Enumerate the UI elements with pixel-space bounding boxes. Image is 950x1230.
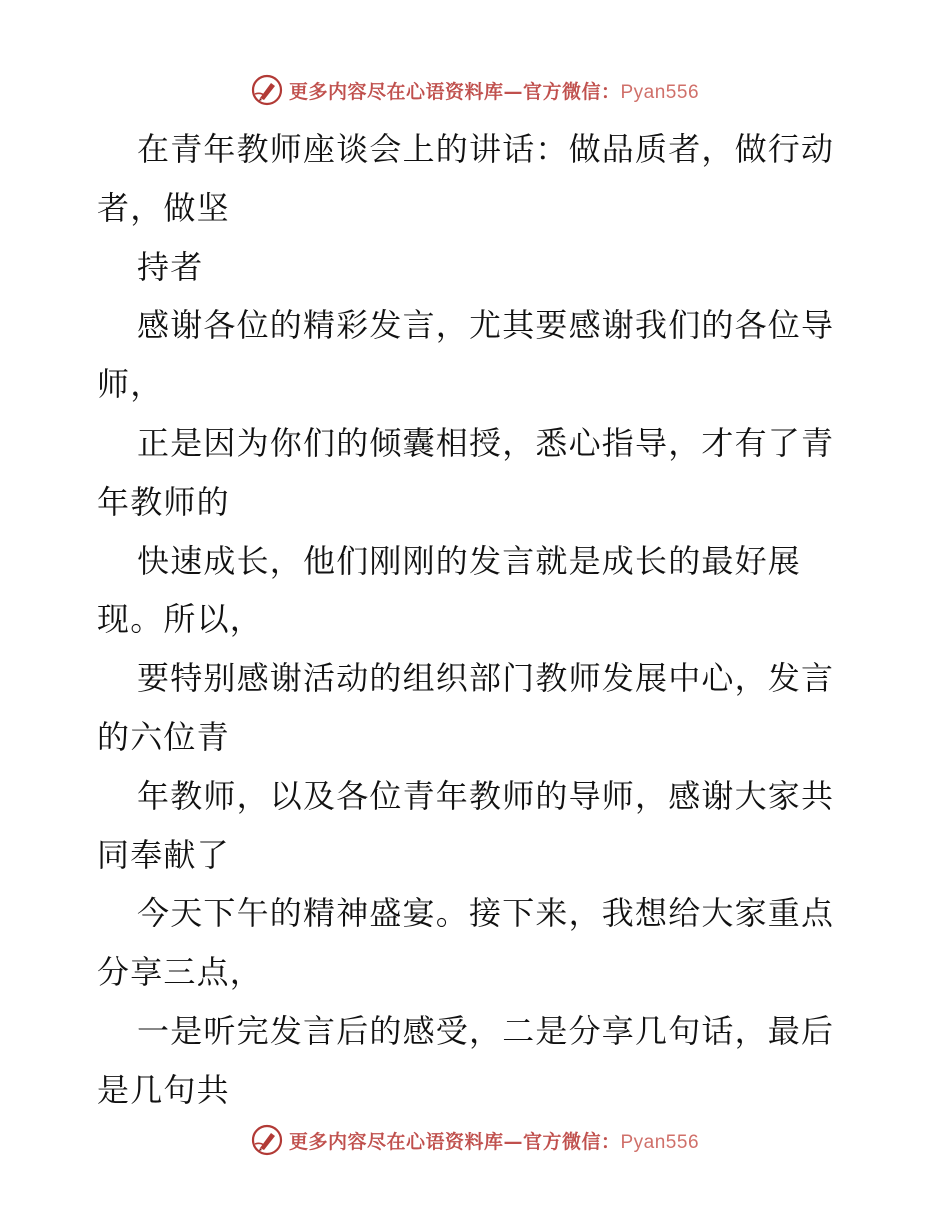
doc-line-5: 师，: [97, 365, 164, 404]
doc-line-6: 正是因为你们的倾囊相授，悉心指导，才有了青: [137, 423, 835, 462]
header-wechat-id: Pyan556: [620, 81, 700, 103]
pen-logo-icon: [251, 1124, 283, 1156]
footer-wechat-id: Pyan556: [620, 1131, 700, 1153]
doc-line-9: 现。所以，: [97, 600, 264, 639]
doc-line-13: 同奉献了: [97, 835, 230, 874]
doc-line-17: 是几句共: [97, 1070, 230, 1109]
doc-line-11: 的六位青: [97, 717, 230, 756]
doc-line-12: 年教师，以及各位青年教师的导师，感谢大家共: [137, 776, 835, 815]
doc-line-7: 年教师的: [97, 482, 230, 521]
header-banner: [0, 70, 950, 110]
header-banner-label: 更多内容尽在心语资料库—官方微信：: [288, 80, 621, 103]
doc-line-8: 快速成长，他们刚刚的发言就是成长的最好展: [137, 541, 802, 580]
footer-banner-label: 更多内容尽在心语资料库—官方微信：: [288, 1130, 621, 1153]
pen-logo-icon: [251, 74, 283, 106]
document-body: [97, 120, 857, 1120]
doc-line-3: 持者: [137, 247, 204, 286]
doc-line-16: 一是听完发言后的感受，二是分享几句话，最后: [137, 1011, 835, 1050]
header-banner-inner: [251, 74, 699, 106]
footer-banner-text: [289, 1127, 699, 1154]
footer-banner-inner: [251, 1124, 699, 1156]
footer-banner: [0, 1120, 950, 1160]
doc-line-4: 感谢各位的精彩发言，尤其要感谢我们的各位导: [137, 306, 835, 345]
header-banner-text: [289, 77, 699, 104]
doc-line-2: 者，做坚: [97, 188, 230, 227]
doc-line-1: 在青年教师座谈会上的讲话：做品质者，做行动: [137, 130, 835, 168]
doc-line-15: 分享三点，: [97, 953, 264, 992]
doc-line-10: 要特别感谢活动的组织部门教师发展中心，发言: [137, 659, 835, 698]
doc-line-14: 今天下午的精神盛宴。接下来，我想给大家重点: [137, 894, 835, 933]
